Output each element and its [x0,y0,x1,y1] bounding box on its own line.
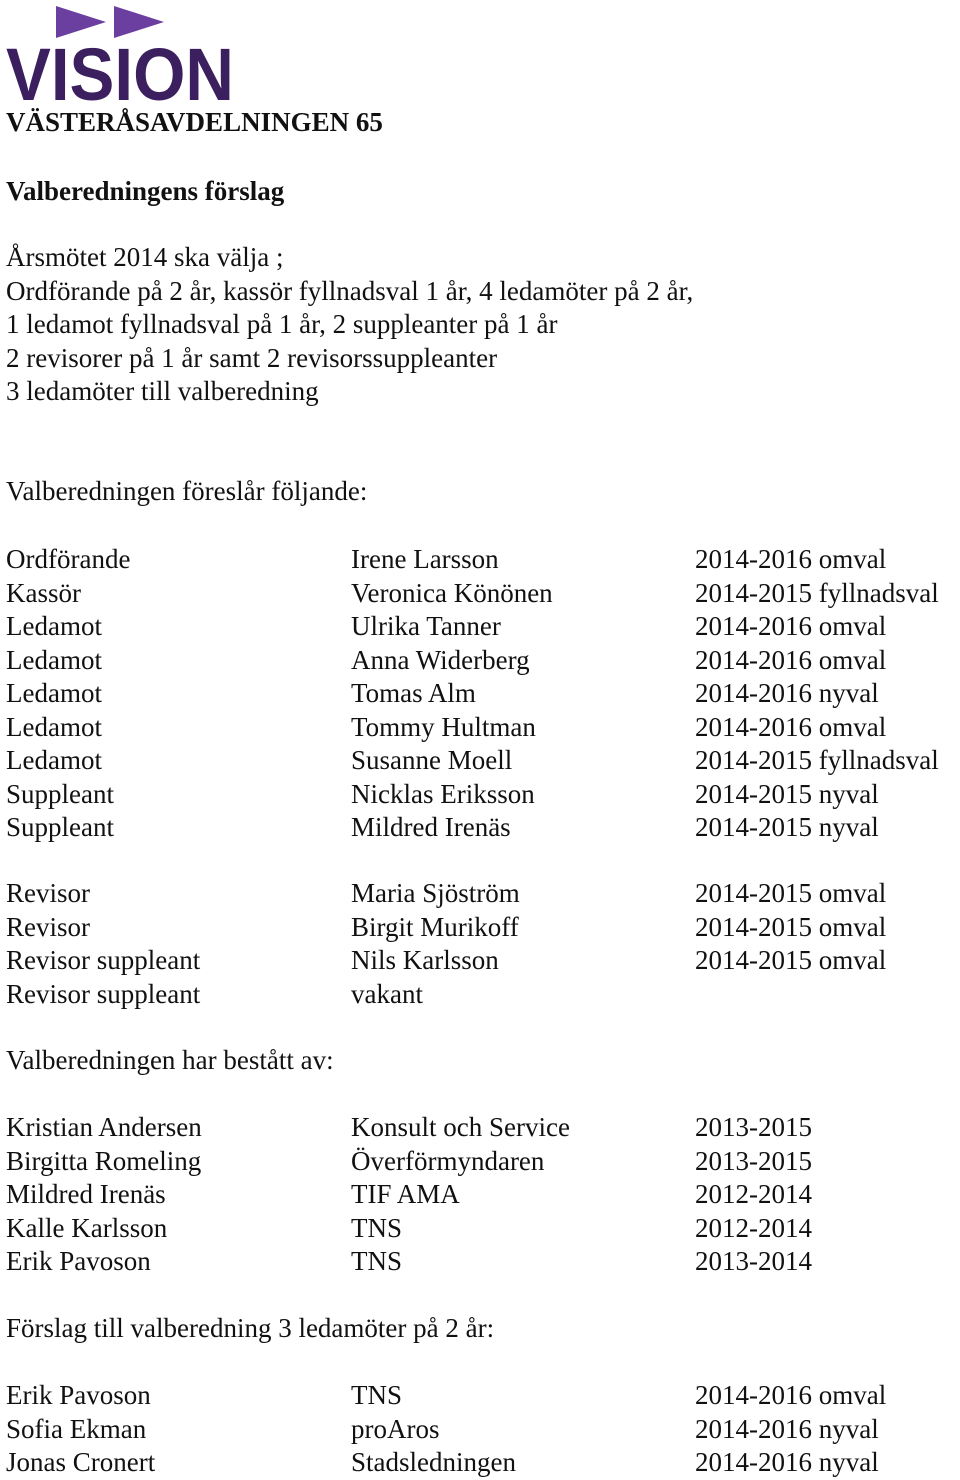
cell-name-or-org: TIF AMA [351,1179,460,1209]
table-row [6,1446,960,1480]
cell-name-or-org: Veronica Könönen [351,577,553,608]
cell-period: 2014-2015 fyllnadsval [695,577,939,608]
intro-line: Årsmötet 2014 ska välja ; [6,242,284,272]
page-heading: VÄSTERÅSAVDELNINGEN 65 [6,107,383,137]
cell-name-or-org: TNS [351,1380,403,1410]
cell-period: 2014-2015 omval [695,911,887,942]
cell-name-or-org: Ulrika Tanner [351,611,501,641]
table-row [6,644,960,678]
cell-name-or-org: Tomas Alm [351,678,476,708]
cell-name-or-org: proAros [351,1413,440,1444]
table-row [6,1413,960,1447]
cell-period: 2014-2016 omval [695,711,887,742]
cell-name-or-org: Nicklas Eriksson [351,778,535,809]
cell-role-or-name: Mildred Irenäs [6,1179,166,1209]
cell-period: 2013-2015 [695,1145,812,1176]
table-row [6,1145,960,1179]
intro-line: Ordförande på 2 år, kassör fyllnadsval 1 år, 4 ledamöter på 2 år, [6,276,694,306]
cell-role-or-name: Ledamot [6,644,102,675]
cell-period: 2012-2014 [695,1179,812,1209]
cell-period: 2014-2015 fyllnadsval [695,745,939,775]
cell-name-or-org: Birgit Murikoff [351,911,519,942]
cell-name-or-org: Anna Widerberg [351,644,530,675]
table-row [6,778,960,812]
intro-line: 1 ledamot fyllnadsval på 1 år, 2 suppleanter på 1 år [6,309,558,339]
table-row [6,1111,960,1145]
vision-logo-text: VISION [6,33,234,104]
cell-period: 2014-2016 omval [695,544,887,574]
cell-period: 2014-2016 nyval [695,1413,879,1444]
cell-role-or-name: Revisor [6,911,90,942]
cell-role-or-name: Ledamot [6,745,102,775]
table-row [6,911,960,945]
page-subheading: Valberedningens förslag [6,176,285,206]
cell-role-or-name: Ledamot [6,678,102,708]
cell-period: 2014-2016 omval [695,611,887,641]
cell-period: 2014-2016 nyval [695,1447,879,1477]
cell-name-or-org: Tommy Hultman [351,711,536,742]
table-row [6,1245,960,1279]
cell-period: 2012-2014 [695,1212,812,1243]
table-row [6,543,960,577]
cell-period: 2014-2016 omval [695,644,887,675]
vision-logo [6,4,236,104]
cell-role-or-name: Ledamot [6,711,102,742]
table-row [6,1379,960,1413]
table-row [6,577,960,611]
cell-role-or-name: Erik Pavoson [6,1380,151,1410]
cell-name-or-org: Maria Sjöström [351,878,520,908]
intro-line: 2 revisorer på 1 år samt 2 revisorssuppleanter [6,343,498,373]
cell-name-or-org: Susanne Moell [351,745,513,775]
table-row [6,978,960,1012]
table-row [6,1212,960,1246]
cell-name-or-org: Överförmyndaren [351,1145,545,1176]
cell-period: 2013-2014 [695,1246,812,1276]
cell-name-or-org: Mildred Irenäs [351,812,511,842]
table-row [6,677,960,711]
cell-role-or-name: Revisor suppleant [6,978,201,1009]
cell-name-or-org: TNS [351,1246,403,1276]
cell-period: 2014-2015 nyval [695,812,879,842]
cell-role-or-name: Kassör [6,577,81,608]
cell-name-or-org: Stadsledningen [351,1447,516,1477]
cell-role-or-name: Jonas Cronert [6,1447,156,1477]
cell-role-or-name: Suppleant [6,812,114,842]
new-committee-label: Förslag till valberedning 3 ledamöter på 2 år: [6,1313,495,1343]
cell-name-or-org: Nils Karlsson [351,945,499,975]
table-row [6,610,960,644]
cell-role-or-name: Birgitta Romeling [6,1145,202,1176]
table-row [6,811,960,845]
cell-role-or-name: Kalle Karlsson [6,1212,168,1243]
table-row [6,1178,960,1212]
cell-role-or-name: Ledamot [6,611,102,641]
table-row [6,944,960,978]
table-row [6,711,960,745]
cell-role-or-name: Ordförande [6,544,131,574]
proposal-label: Valberedningen föreslår följande: [6,476,368,506]
cell-period: 2014-2016 omval [695,1380,887,1410]
cell-role-or-name: Revisor [6,878,90,908]
cell-role-or-name: Revisor suppleant [6,945,201,975]
cell-period: 2014-2016 nyval [695,678,879,708]
cell-role-or-name: Sofia Ekman [6,1413,147,1444]
cell-name-or-org: TNS [351,1212,403,1243]
cell-name-or-org: Irene Larsson [351,544,499,574]
cell-role-or-name: Suppleant [6,778,114,809]
cell-name-or-org: Konsult och Service [351,1112,570,1142]
cell-period: 2013-2015 [695,1112,812,1142]
cell-period: 2014-2015 omval [695,945,887,975]
cell-role-or-name: Kristian Andersen [6,1112,202,1142]
table-row [6,877,960,911]
committee-label: Valberedningen har bestått av: [6,1045,334,1075]
intro-line: 3 ledamöter till valberedning [6,376,319,406]
cell-period: 2014-2015 omval [695,878,887,908]
cell-role-or-name: Erik Pavoson [6,1246,151,1276]
cell-name-or-org: vakant [351,978,423,1009]
table-row [6,744,960,778]
cell-period: 2014-2015 nyval [695,778,879,809]
